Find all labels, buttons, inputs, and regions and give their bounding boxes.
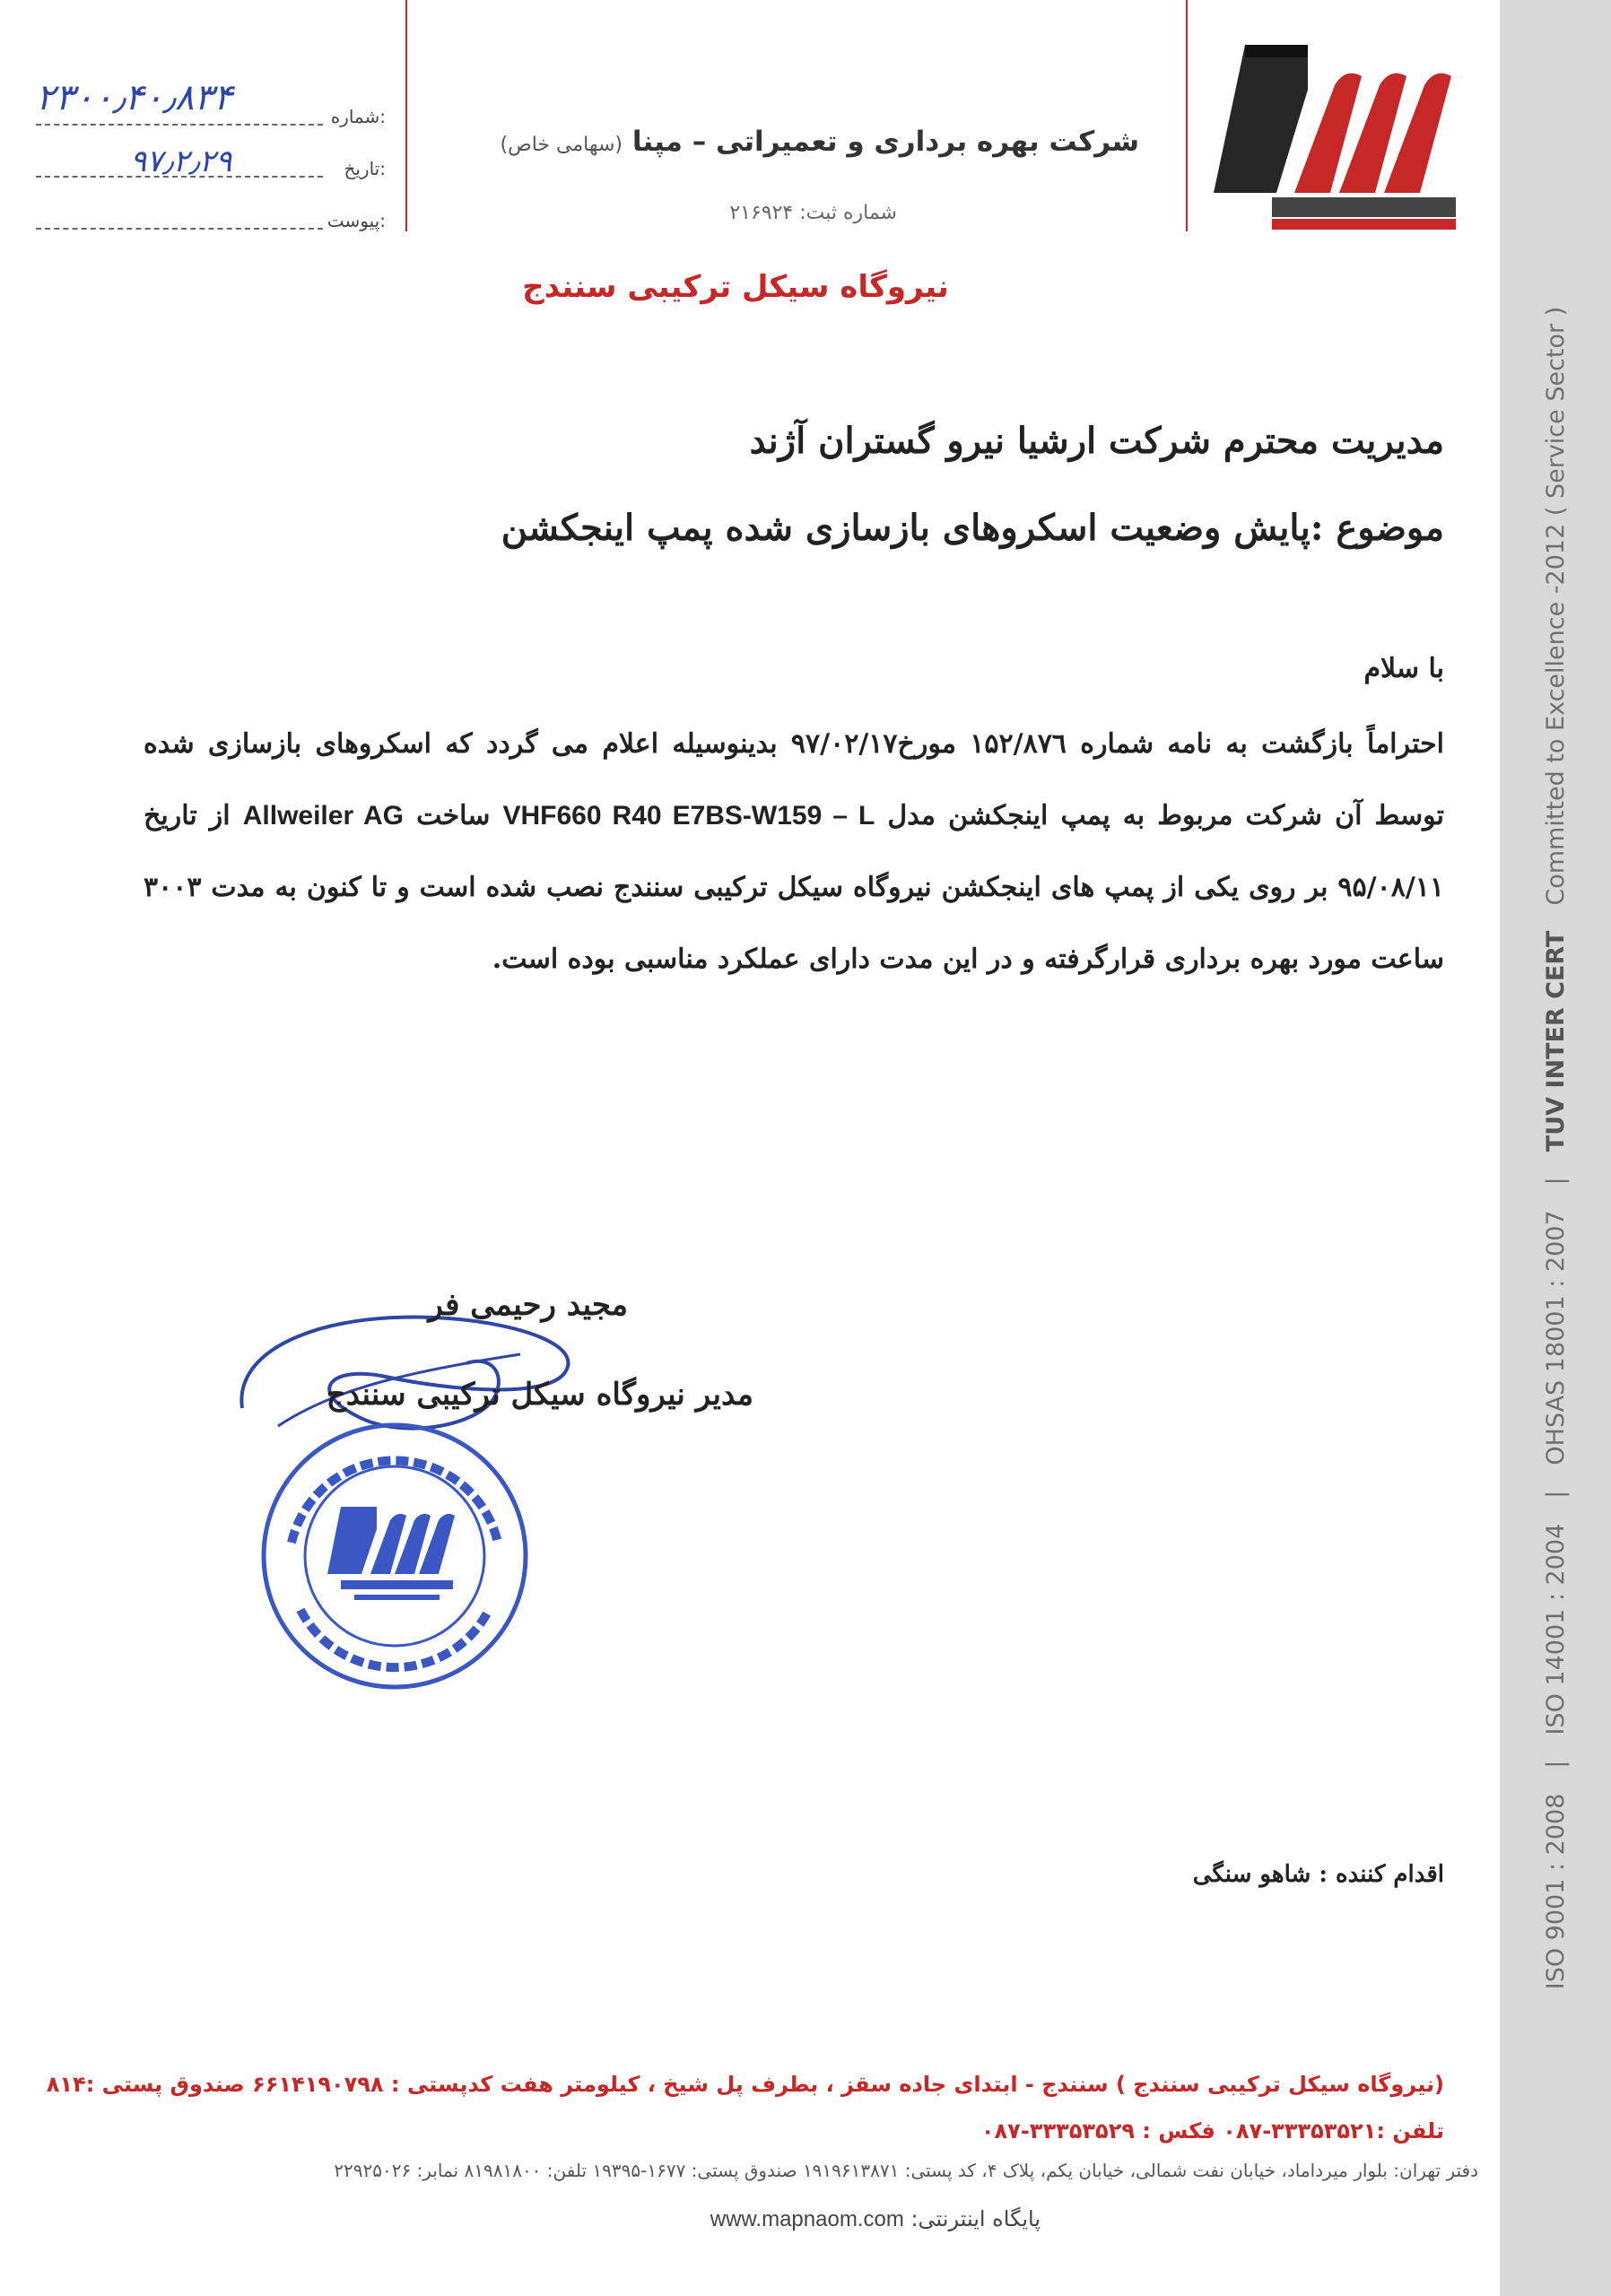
action-by: اقدام کننده : شاهو سنگی: [1192, 1861, 1444, 1888]
letter-body: [144, 709, 1444, 996]
attachment-line: [36, 228, 323, 230]
mapna-logo: [1209, 36, 1460, 233]
number-label: شماره:: [330, 106, 386, 127]
company-name: [431, 126, 1139, 158]
cert-tuv: TUV INTER CERT: [1541, 930, 1570, 1152]
attachment-row: [27, 192, 386, 237]
company-type: (سهامی خاص): [500, 134, 623, 156]
date-label: تاریخ:: [344, 158, 386, 179]
manufacturer: Allweiler AG: [242, 801, 404, 831]
company-stamp: [256, 1417, 534, 1695]
signer-title: مدیر نیروگاه سیکل ترکیبی سنندج: [326, 1377, 753, 1413]
body-part2: ساخت: [416, 800, 491, 831]
cert-separator: |: [1541, 1177, 1570, 1186]
recipient: مدیریت محترم شرکت ارشیا نیرو گستران آژند: [749, 420, 1444, 462]
cert-separator: |: [1541, 1760, 1570, 1769]
footer-tehran-office: دفتر تهران: بلوار میرداماد، خیابان نفت شمالی، خیابان یکم، پلاک ۴، کد پستی: ۱۹۱۹۶۱۳۸۷۱ صندوق پستی: ۱۶۷۷-۱۹۳۹۵ تلفن: ۸۱۹۸۱۸۰۰ نمابر: ۲۲۹۲۵۰۲۶: [334, 2160, 1478, 2181]
subject: موضوع :پایش وضعیت اسکروهای بازسازی شده پمپ اینجکشن: [501, 507, 1444, 549]
body-part1: احتراماً بازگشت به نامه شماره ۱۵۲/۸۷٦ مورخ۹۷/۰۲/۱۷ بدینوسیله اعلام می گردد که اسکروهای بازسازی شده توسط آن شرکت مربوط به پمپ اینجکشن مدل: [144, 728, 1445, 831]
plant-title: نیروگاه سیکل ترکیبی سنندج: [522, 269, 949, 305]
registration-number: شماره ثبت: ۲۱۶۹۲۴: [729, 202, 897, 224]
cert-iso9001: ISO 9001 : 2008: [1541, 1793, 1570, 1990]
number-line: [36, 124, 323, 126]
pump-model: VHF660 R40 E7BS-W159 – L: [502, 801, 875, 831]
body-part3: از تاریخ ۹۵/۰۸/۱۱ بر روی یکی از پمپ های اینجکشن نیروگاه سیکل ترکیبی سنندج نصب شده است و تا کنون به مدت ۳۰۰۳ ساعت مورد بهره برداری قرارگرفته و در این مدت دارای عملکرد مناسبی بوده است.: [144, 800, 1444, 975]
attachment-label: پیوست:: [327, 210, 386, 231]
cert-separator: |: [1541, 1490, 1570, 1499]
certification-text: [1515, 54, 1596, 2242]
cert-iso14001: ISO 14001 : 2004: [1541, 1523, 1570, 1735]
footer-address: (نیروگاه سیکل ترکیبی سنندج ) سنندج - ابتدای جاده سقز ، بطرف پل شیخ ، کیلومتر هفت کدپستی : ۶۶۱۴۱۹۰۷۹۸ صندوق پستی :۸۱۴: [46, 2072, 1444, 2097]
signer-name: مجید رحیمی فر: [428, 1287, 628, 1323]
header-divider-right: [1186, 0, 1188, 231]
website-label: پایگاه اینترنتی:: [910, 2206, 1041, 2231]
cert-ohsas: OHSAS 18001 : 2007: [1541, 1210, 1570, 1465]
footer-phone-fax: تلفن :۳۳۳۵۳۵۲۱-۰۸۷ فکس : ۳۳۳۵۳۵۲۹-۰۸۷: [980, 2118, 1444, 2144]
header-divider-left: [405, 0, 407, 231]
cert-commitment: Committed to Excellence -2012 ( Service Sector ): [1541, 306, 1570, 906]
company-name-text: شرکت بهره برداری و تعمیراتی – مپنا: [631, 126, 1139, 158]
handwritten-number: ۲۳۰۰٫۴۰٫۸۳۴: [36, 77, 233, 118]
salutation: با سلام: [1363, 653, 1444, 684]
handwritten-date: ۹۷٫۲٫۲۹: [130, 144, 232, 179]
website-url: www.mapnaom.com: [710, 2207, 904, 2231]
footer-website: [538, 2206, 1041, 2232]
body-paragraph: [144, 709, 1444, 996]
